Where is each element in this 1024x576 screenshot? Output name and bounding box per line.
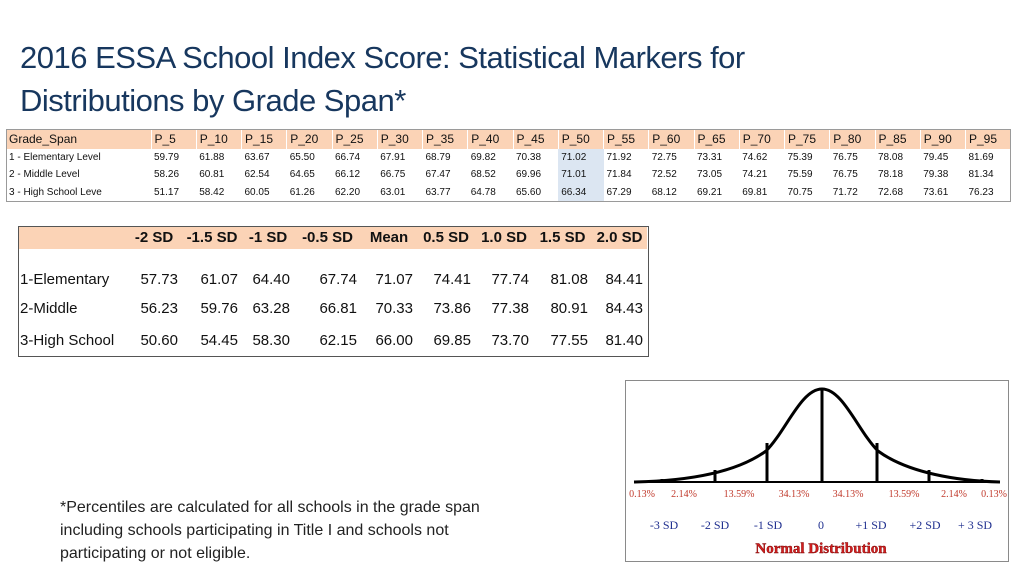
col-header: P_85 <box>875 129 920 149</box>
table-cell: 71.92 <box>606 152 632 164</box>
table-cell: 77.55 <box>550 331 588 349</box>
table-cell: 74.21 <box>742 169 768 181</box>
table-cell-median: 71.02 <box>558 149 603 166</box>
table-row <box>18 293 647 324</box>
percent-label: 13.59% <box>723 489 755 500</box>
sd-label: +1 SD <box>855 518 887 532</box>
table-cell: 67.74 <box>319 271 357 289</box>
table-cell: 77.38 <box>491 299 529 317</box>
col-header: P_55 <box>604 129 649 149</box>
col-header: 2.0 SD <box>592 226 647 249</box>
table-cell: 61.88 <box>199 152 225 164</box>
sd-header-row <box>18 226 647 249</box>
page-title-line2: Distributions by Grade Span* <box>20 83 406 118</box>
percent-label: 0.13% <box>981 489 1007 500</box>
table-cell: 2-Middle <box>20 299 78 317</box>
table-cell: 71.72 <box>832 186 858 198</box>
table-cell: 75.39 <box>787 152 813 164</box>
table-cell: 84.41 <box>605 271 643 289</box>
table-cell: 78.18 <box>878 169 904 181</box>
table-cell: 67.29 <box>606 186 632 198</box>
table-cell: 61.26 <box>289 186 315 198</box>
table-cell: 81.08 <box>550 271 588 289</box>
col-header: -0.5 SD <box>294 226 361 249</box>
table-row <box>18 267 647 293</box>
page-title-line1: 2016 ESSA School Index Score: Statistical Markers for <box>20 40 745 75</box>
col-header: -1.5 SD <box>182 226 242 249</box>
table-cell: 73.61 <box>923 186 949 198</box>
table-cell: 77.74 <box>491 271 529 289</box>
table-cell: 69.85 <box>433 331 471 349</box>
table-cell: 54.45 <box>200 331 238 349</box>
spacer-row <box>18 249 647 267</box>
col-header: Mean <box>361 226 417 249</box>
table-cell: 62.20 <box>335 186 361 198</box>
table-cell: 73.05 <box>697 169 723 181</box>
table-cell: 71.07 <box>375 271 413 289</box>
col-header: P_50 <box>558 129 603 149</box>
col-header: 1.5 SD <box>533 226 592 249</box>
table-cell: 63.67 <box>244 152 270 164</box>
col-header: P_5 <box>151 129 196 149</box>
table-cell: 60.81 <box>199 169 225 181</box>
table-cell: 66.12 <box>335 169 361 181</box>
table-cell: 3-High School <box>20 331 115 349</box>
table-cell: 58.26 <box>154 169 180 181</box>
sd-label: -1 SD <box>753 518 783 532</box>
table-cell: 65.60 <box>516 186 542 198</box>
table-cell: 72.75 <box>651 152 677 164</box>
table-cell: 60.05 <box>244 186 270 198</box>
table-cell: 74.41 <box>433 271 471 289</box>
table-cell: 67.91 <box>380 152 406 164</box>
table-cell: 65.50 <box>289 152 315 164</box>
table-cell: 66.81 <box>319 299 357 317</box>
table-cell: 70.33 <box>375 299 413 317</box>
table-cell: 1 - Elementary Level <box>9 152 101 164</box>
percentile-header-row <box>6 129 1011 149</box>
table-cell: 62.15 <box>319 331 357 349</box>
col-header: P_60 <box>649 129 694 149</box>
col-header: P_70 <box>739 129 784 149</box>
col-header: 0.5 SD <box>417 226 475 249</box>
bell-curve <box>634 389 1000 482</box>
table-cell: 78.08 <box>878 152 904 164</box>
table-cell: 3 - High School Leve <box>9 186 102 198</box>
table-cell: 66.74 <box>335 152 361 164</box>
col-header: P_20 <box>287 129 332 149</box>
table-cell: 59.76 <box>200 299 238 317</box>
table-cell: 71.84 <box>606 169 632 181</box>
percent-label: 0.13% <box>629 489 655 500</box>
col-header: P_40 <box>468 129 513 149</box>
table-cell: 69.21 <box>697 186 723 198</box>
percent-label: 34.13% <box>778 489 810 500</box>
percent-label: 13.59% <box>888 489 920 500</box>
table-cell: 61.07 <box>200 271 238 289</box>
table-cell-median: 71.01 <box>558 166 603 183</box>
col-header: P_30 <box>377 129 422 149</box>
sd-label: +2 SD <box>909 518 941 532</box>
table-cell: 62.54 <box>244 169 270 181</box>
col-header: Grade_Span <box>6 129 151 149</box>
table-cell: 68.79 <box>425 152 451 164</box>
table-cell: 57.73 <box>140 271 178 289</box>
percent-label: 34.13% <box>832 489 864 500</box>
table-cell: 76.23 <box>968 186 994 198</box>
figure-caption: Normal Distribution <box>755 541 887 557</box>
table-cell: 64.65 <box>289 169 315 181</box>
table-cell: 66.00 <box>375 331 413 349</box>
normal-distribution-figure <box>625 380 1009 562</box>
table-cell: 73.31 <box>697 152 723 164</box>
table-cell: 70.38 <box>516 152 542 164</box>
percentile-table <box>6 129 1011 201</box>
col-header <box>18 226 126 249</box>
sd-label: -3 SD <box>649 518 679 532</box>
table-cell: 64.40 <box>252 271 290 289</box>
sd-label: 0 <box>818 518 824 532</box>
table-cell: 79.45 <box>923 152 949 164</box>
table-cell: 69.81 <box>742 186 768 198</box>
table-cell: 69.82 <box>470 152 496 164</box>
table-row <box>6 149 1011 166</box>
table-cell: 75.59 <box>787 169 813 181</box>
table-cell: 68.52 <box>470 169 496 181</box>
col-header: P_45 <box>513 129 558 149</box>
table-cell: 81.69 <box>968 152 994 164</box>
table-cell: 64.78 <box>470 186 496 198</box>
percent-label: 2.14% <box>941 489 967 500</box>
table-cell: 1-Elementary <box>20 271 110 289</box>
table-cell: 58.30 <box>252 331 290 349</box>
table-cell: 2 - Middle Level <box>9 169 80 181</box>
table-cell: 67.47 <box>425 169 451 181</box>
page-title <box>20 36 920 122</box>
col-header: -2 SD <box>126 226 182 249</box>
table-cell: 63.01 <box>380 186 406 198</box>
col-header: 1.0 SD <box>475 226 533 249</box>
col-header: P_90 <box>920 129 965 149</box>
table-cell: 69.96 <box>516 169 542 181</box>
col-header: P_75 <box>785 129 830 149</box>
table-cell-median: 66.34 <box>558 184 603 201</box>
table-cell: 72.52 <box>651 169 677 181</box>
table-cell: 81.34 <box>968 169 994 181</box>
table-row <box>6 166 1011 183</box>
sd-table <box>18 226 647 357</box>
col-header: P_65 <box>694 129 739 149</box>
table-cell: 58.42 <box>199 186 225 198</box>
table-cell: 73.86 <box>433 299 471 317</box>
col-header: P_35 <box>423 129 468 149</box>
col-header: P_10 <box>196 129 241 149</box>
table-row <box>6 184 1011 201</box>
col-header: P_95 <box>966 129 1011 149</box>
table-cell: 73.70 <box>491 331 529 349</box>
normal-curve-graphic <box>626 381 1008 561</box>
table-cell: 59.79 <box>154 152 180 164</box>
table-cell: 79.38 <box>923 169 949 181</box>
table-cell: 56.23 <box>140 299 178 317</box>
table-cell: 80.91 <box>550 299 588 317</box>
table-row <box>18 324 647 357</box>
table-cell: 63.28 <box>252 299 290 317</box>
table-cell: 72.68 <box>878 186 904 198</box>
table-cell: 68.12 <box>651 186 677 198</box>
col-header: -1 SD <box>242 226 294 249</box>
spacer-cell <box>18 249 647 267</box>
col-header: P_25 <box>332 129 377 149</box>
sd-label: + 3 SD <box>957 518 993 532</box>
table-cell: 50.60 <box>140 331 178 349</box>
col-header: P_15 <box>242 129 287 149</box>
table-cell: 76.75 <box>832 152 858 164</box>
footnote: *Percentiles are calculated for all schools in the grade span including schools participating in Title I and schools not participating or not eligible. <box>60 499 480 562</box>
table-cell: 70.75 <box>787 186 813 198</box>
col-header: P_80 <box>830 129 875 149</box>
table-cell: 76.75 <box>832 169 858 181</box>
percent-label: 2.14% <box>671 489 697 500</box>
table-cell: 51.17 <box>154 186 180 198</box>
table-cell: 74.62 <box>742 152 768 164</box>
table-cell: 81.40 <box>605 331 643 349</box>
table-cell: 63.77 <box>425 186 451 198</box>
table-cell: 84.43 <box>605 299 643 317</box>
sd-label: -2 SD <box>700 518 730 532</box>
table-cell: 66.75 <box>380 169 406 181</box>
